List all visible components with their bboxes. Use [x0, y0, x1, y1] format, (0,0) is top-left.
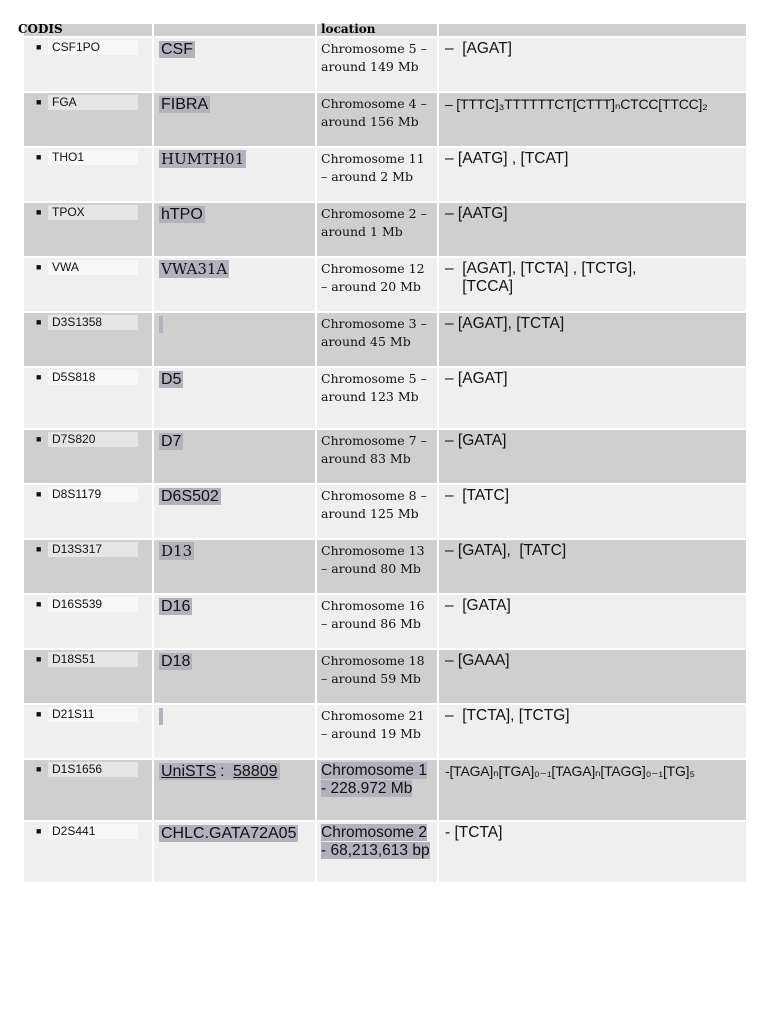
marker-name: D8S1179	[48, 487, 138, 502]
name-separator: :	[220, 763, 230, 780]
bullet-icon: ■	[36, 544, 42, 554]
locus-name: D5	[161, 371, 182, 388]
marker-name: FGA	[48, 95, 138, 110]
chromosome-location: Chromosome 2 – around 1 Mb	[321, 206, 427, 239]
header-repeat	[439, 24, 746, 36]
marker-name: D1S1656	[48, 762, 138, 777]
repeat-motif: – [GAAA]	[445, 652, 510, 669]
table-row	[23, 759, 747, 821]
table-row	[23, 147, 747, 202]
table-row	[23, 312, 747, 367]
repeat-motif: – [TCTA], [TCTG]	[445, 707, 570, 724]
marker-name: D7S820	[48, 432, 138, 447]
repeat-motif: - [TCTA]	[445, 824, 503, 841]
marker-name: TPOX	[48, 205, 138, 220]
chromosome-location: Chromosome 4 – around 156 Mb	[321, 96, 427, 129]
chromosome-location: Chromosome 16 – around 86 Mb	[321, 598, 425, 631]
table-row	[23, 484, 747, 539]
locus-name: D6S502	[161, 488, 219, 505]
table-row	[23, 539, 747, 594]
repeat-motif: – [AATG]	[445, 205, 508, 222]
table-row	[23, 367, 747, 429]
chromosome-location: Chromosome 2 - 68,213,613 bp	[321, 824, 430, 859]
bullet-icon: ■	[36, 434, 42, 444]
locus-name: hTPO	[161, 206, 203, 223]
chromosome-location: Chromosome 8 – around 125 Mb	[321, 488, 427, 521]
repeat-motif: – [AGAT], [TCTA]	[445, 315, 565, 332]
bullet-icon: ■	[36, 489, 42, 499]
marker-name: CSF1PO	[48, 40, 138, 55]
table-row	[23, 821, 747, 883]
bullet-icon: ■	[36, 207, 42, 217]
table-row	[23, 649, 747, 704]
locus-name: FIBRA	[161, 96, 209, 113]
chromosome-location: Chromosome 1 - 228.972 Mb	[321, 762, 427, 797]
table-row	[23, 704, 747, 759]
chromosome-location: Chromosome 3 – around 45 Mb	[321, 316, 427, 349]
repeat-motif: – [TATC]	[445, 487, 510, 504]
repeat-motif: -[TAGA]ₙ[TGA]₀₋₁[TAGA]ₙ[TAGG]₀₋₁[TG]₅	[445, 763, 695, 779]
locus-name: HUMTH01	[161, 150, 245, 168]
locus-name: D16	[161, 598, 191, 615]
bullet-icon: ■	[36, 97, 42, 107]
marker-name: D16S539	[48, 597, 138, 612]
repeat-motif: – [GATA], [TATC]	[445, 542, 567, 559]
marker-name: D13S317	[48, 542, 138, 557]
marker-name: D21S11	[48, 707, 138, 722]
str-marker-table	[18, 22, 748, 884]
bullet-icon: ■	[36, 152, 42, 162]
locus-name: D7	[161, 433, 182, 450]
header-name	[154, 24, 315, 36]
repeat-motif: – [AGAT]	[445, 40, 512, 57]
chromosome-location: Chromosome 12 – around 20 Mb	[321, 261, 425, 294]
bullet-icon: ■	[36, 599, 42, 609]
locus-name	[159, 708, 163, 725]
table-row	[23, 202, 747, 257]
bullet-icon: ■	[36, 317, 42, 327]
locus-name: D13	[161, 542, 193, 560]
repeat-motif: – [TTTC]₃TTTTTTCT[CTTT]ₙCTCC[TTCC]₂	[445, 96, 708, 112]
locus-name: CSF	[161, 41, 193, 58]
bullet-icon: ■	[36, 764, 42, 774]
repeat-motif: – [GATA]	[445, 597, 511, 614]
repeat-motif: – [GATA]	[445, 432, 507, 449]
bullet-icon: ■	[36, 654, 42, 664]
marker-name: D5S818	[48, 370, 138, 385]
table-row	[23, 257, 747, 312]
repeat-motif: – [AATG] , [TCAT]	[445, 150, 569, 167]
locus-name	[159, 316, 163, 333]
table-row	[23, 92, 747, 147]
header-codis: CODIS	[18, 22, 63, 36]
chromosome-location: Chromosome 13 – around 80 Mb	[321, 543, 425, 576]
locus-name: D18	[161, 653, 191, 670]
chromosome-location: Chromosome 5 – around 149 Mb	[321, 41, 427, 74]
chromosome-location: Chromosome 7 – around 83 Mb	[321, 433, 427, 466]
chromosome-location: Chromosome 21 – around 19 Mb	[321, 708, 425, 741]
marker-name: D3S1358	[48, 315, 138, 330]
table-row	[23, 37, 747, 92]
table-row	[23, 429, 747, 484]
chromosome-location: Chromosome 5 – around 123 Mb	[321, 371, 427, 404]
repeat-motif: – [AGAT], [TCTA] , [TCTG], [TCCA]	[445, 260, 637, 295]
header-row	[23, 23, 747, 37]
unists-id-link[interactable]: 58809	[233, 763, 278, 780]
locus-name: CHLC.GATA72A05	[161, 825, 297, 842]
repeat-motif: – [AGAT]	[445, 370, 508, 387]
bullet-icon: ■	[36, 372, 42, 382]
bullet-icon: ■	[36, 709, 42, 719]
locus-name: VWA31A	[161, 260, 228, 278]
chromosome-location: Chromosome 18 – around 59 Mb	[321, 653, 425, 686]
marker-name: THO1	[48, 150, 138, 165]
marker-name: VWA	[48, 260, 138, 275]
bullet-icon: ■	[36, 826, 42, 836]
bullet-icon: ■	[36, 42, 42, 52]
marker-name: D2S441	[48, 824, 138, 839]
header-location: location	[321, 22, 376, 36]
unists-link[interactable]: UniSTS	[161, 763, 217, 780]
table-row	[23, 594, 747, 649]
marker-name: D18S51	[48, 652, 138, 667]
bullet-icon: ■	[36, 262, 42, 272]
chromosome-location: Chromosome 11 – around 2 Mb	[321, 151, 425, 184]
